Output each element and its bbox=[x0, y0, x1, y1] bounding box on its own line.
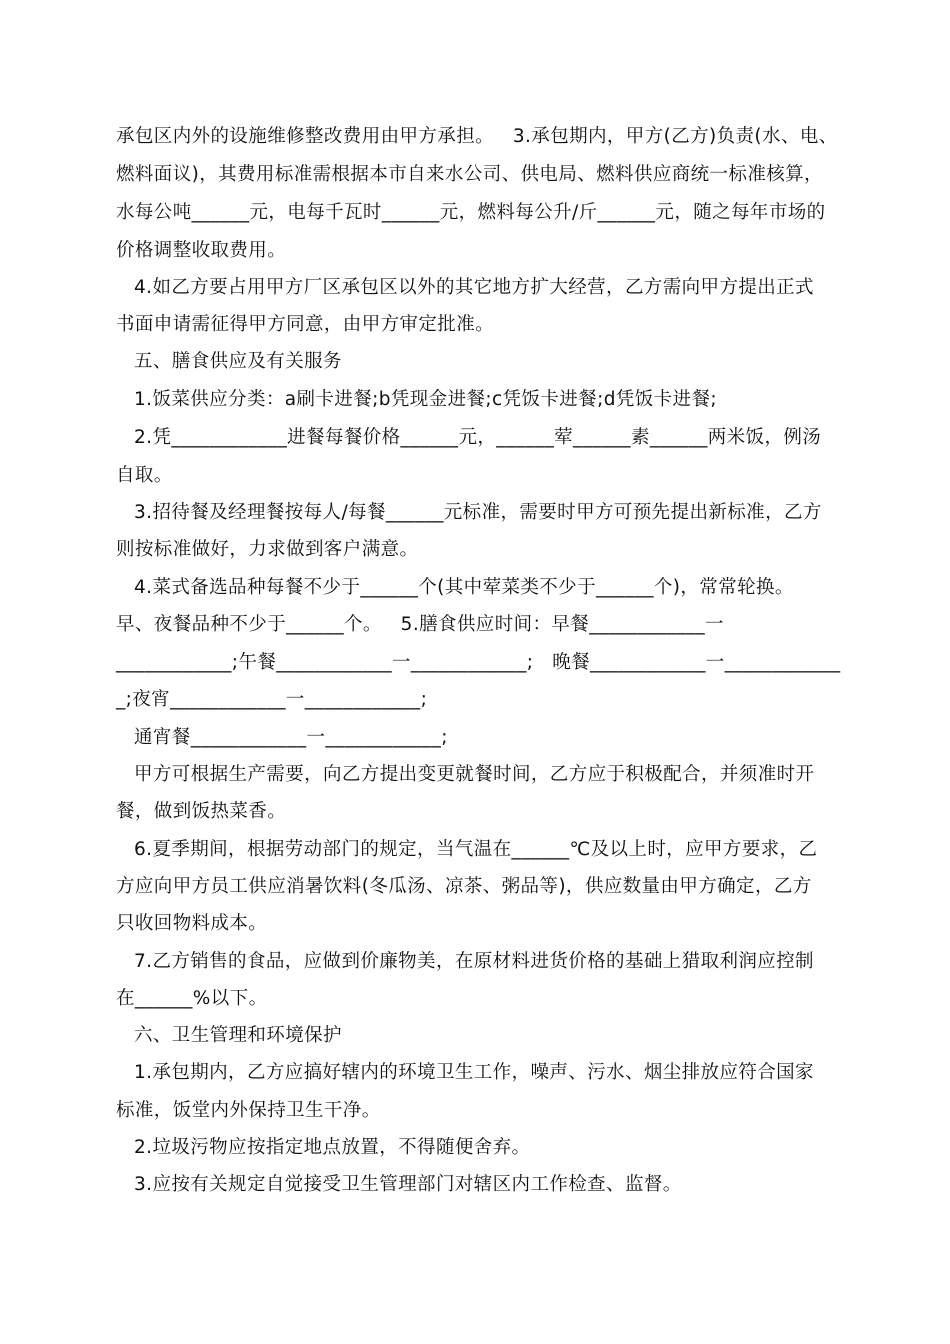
text-line: 3.招待餐及经理餐按每人/每餐______元标准，需要时甲方可预先提出新标准，乙方 bbox=[134, 502, 822, 523]
text-line: 餐，做到饭热菜香。 bbox=[116, 801, 287, 822]
text-line: 6.夏季期间，根据劳动部门的规定，当气温在______℃及以上时，应甲方要求，乙 bbox=[134, 839, 818, 860]
text-line: 7.乙方销售的食品，应做到价廉物美，在原材料进货价格的基础上猎取利润应控制 bbox=[134, 951, 814, 972]
text-line: 在______%以下。 bbox=[116, 988, 268, 1009]
text-line: 自取。 bbox=[116, 465, 173, 486]
text-line: ____________;午餐____________一____________; 晚餐____________一____________ bbox=[116, 652, 841, 673]
text-line: 燃料面议)，其费用标准需根据本市自来水公司、供电局、燃料供应商统一标准核算， bbox=[116, 164, 823, 185]
section-heading: 五、膳食供应及有关服务 bbox=[134, 351, 342, 372]
text-line: 早、夜餐品种不少于______个。 5.膳食供应时间：早餐____________一 bbox=[116, 614, 724, 635]
text-line: 2.垃圾污物应按指定地点放置，不得随便舍弃。 bbox=[134, 1137, 531, 1158]
text-line: 则按标准做好，力求做到客户满意。 bbox=[116, 539, 419, 560]
text-line: 书面申请需征得甲方同意，由甲方审定批准。 bbox=[116, 314, 495, 335]
text-line: 价格调整收取费用。 bbox=[116, 240, 287, 261]
text-line: 只收回物料成本。 bbox=[116, 913, 268, 934]
text-line: 水每公吨______元，电每千瓦时______元，燃料每公升/斤______元，随之每年市场的 bbox=[116, 202, 826, 223]
text-line: 甲方可根据生产需要，向乙方提出变更就餐时间，乙方应于积极配合，并须准时开 bbox=[134, 764, 815, 785]
text-line: 4.如乙方要占用甲方厂区承包区以外的其它地方扩大经营，乙方需向甲方提出正式 bbox=[134, 277, 814, 298]
text-line: 3.应按有关规定自觉接受卫生管理部门对辖区内工作检查、监督。 bbox=[134, 1174, 682, 1195]
text-line: _;夜宵____________一____________; bbox=[116, 689, 428, 710]
section-heading: 六、卫生管理和环境保护 bbox=[134, 1025, 342, 1046]
text-line: 方应向甲方员工供应消暑饮料(冬瓜汤、凉茶、粥品等)，供应数量由甲方确定，乙方 bbox=[116, 876, 812, 897]
text-line: 标准，饭堂内外保持卫生干净。 bbox=[116, 1100, 381, 1121]
text-line: 1.饭菜供应分类：a刷卡进餐;b凭现金进餐;c凭饭卡进餐;d凭饭卡进餐; bbox=[134, 389, 717, 410]
text-line: 1.承包期内，乙方应搞好辖内的环境卫生工作，噪声、污水、烟尘排放应符合国家 bbox=[134, 1062, 814, 1083]
text-line: 承包区内外的设施维修整改费用由甲方承担。 3.承包期内，甲方(乙方)负责(水、电、 bbox=[116, 126, 838, 147]
text-line: 2.凭____________进餐每餐价格______元，______荤______素______两米饭，例汤 bbox=[134, 427, 822, 448]
text-line: 4.菜式备选品种每餐不少于______个(其中荤菜类不少于______个)，常常轮换。 bbox=[134, 577, 794, 598]
text-line: 通宵餐____________一____________; bbox=[134, 727, 448, 748]
